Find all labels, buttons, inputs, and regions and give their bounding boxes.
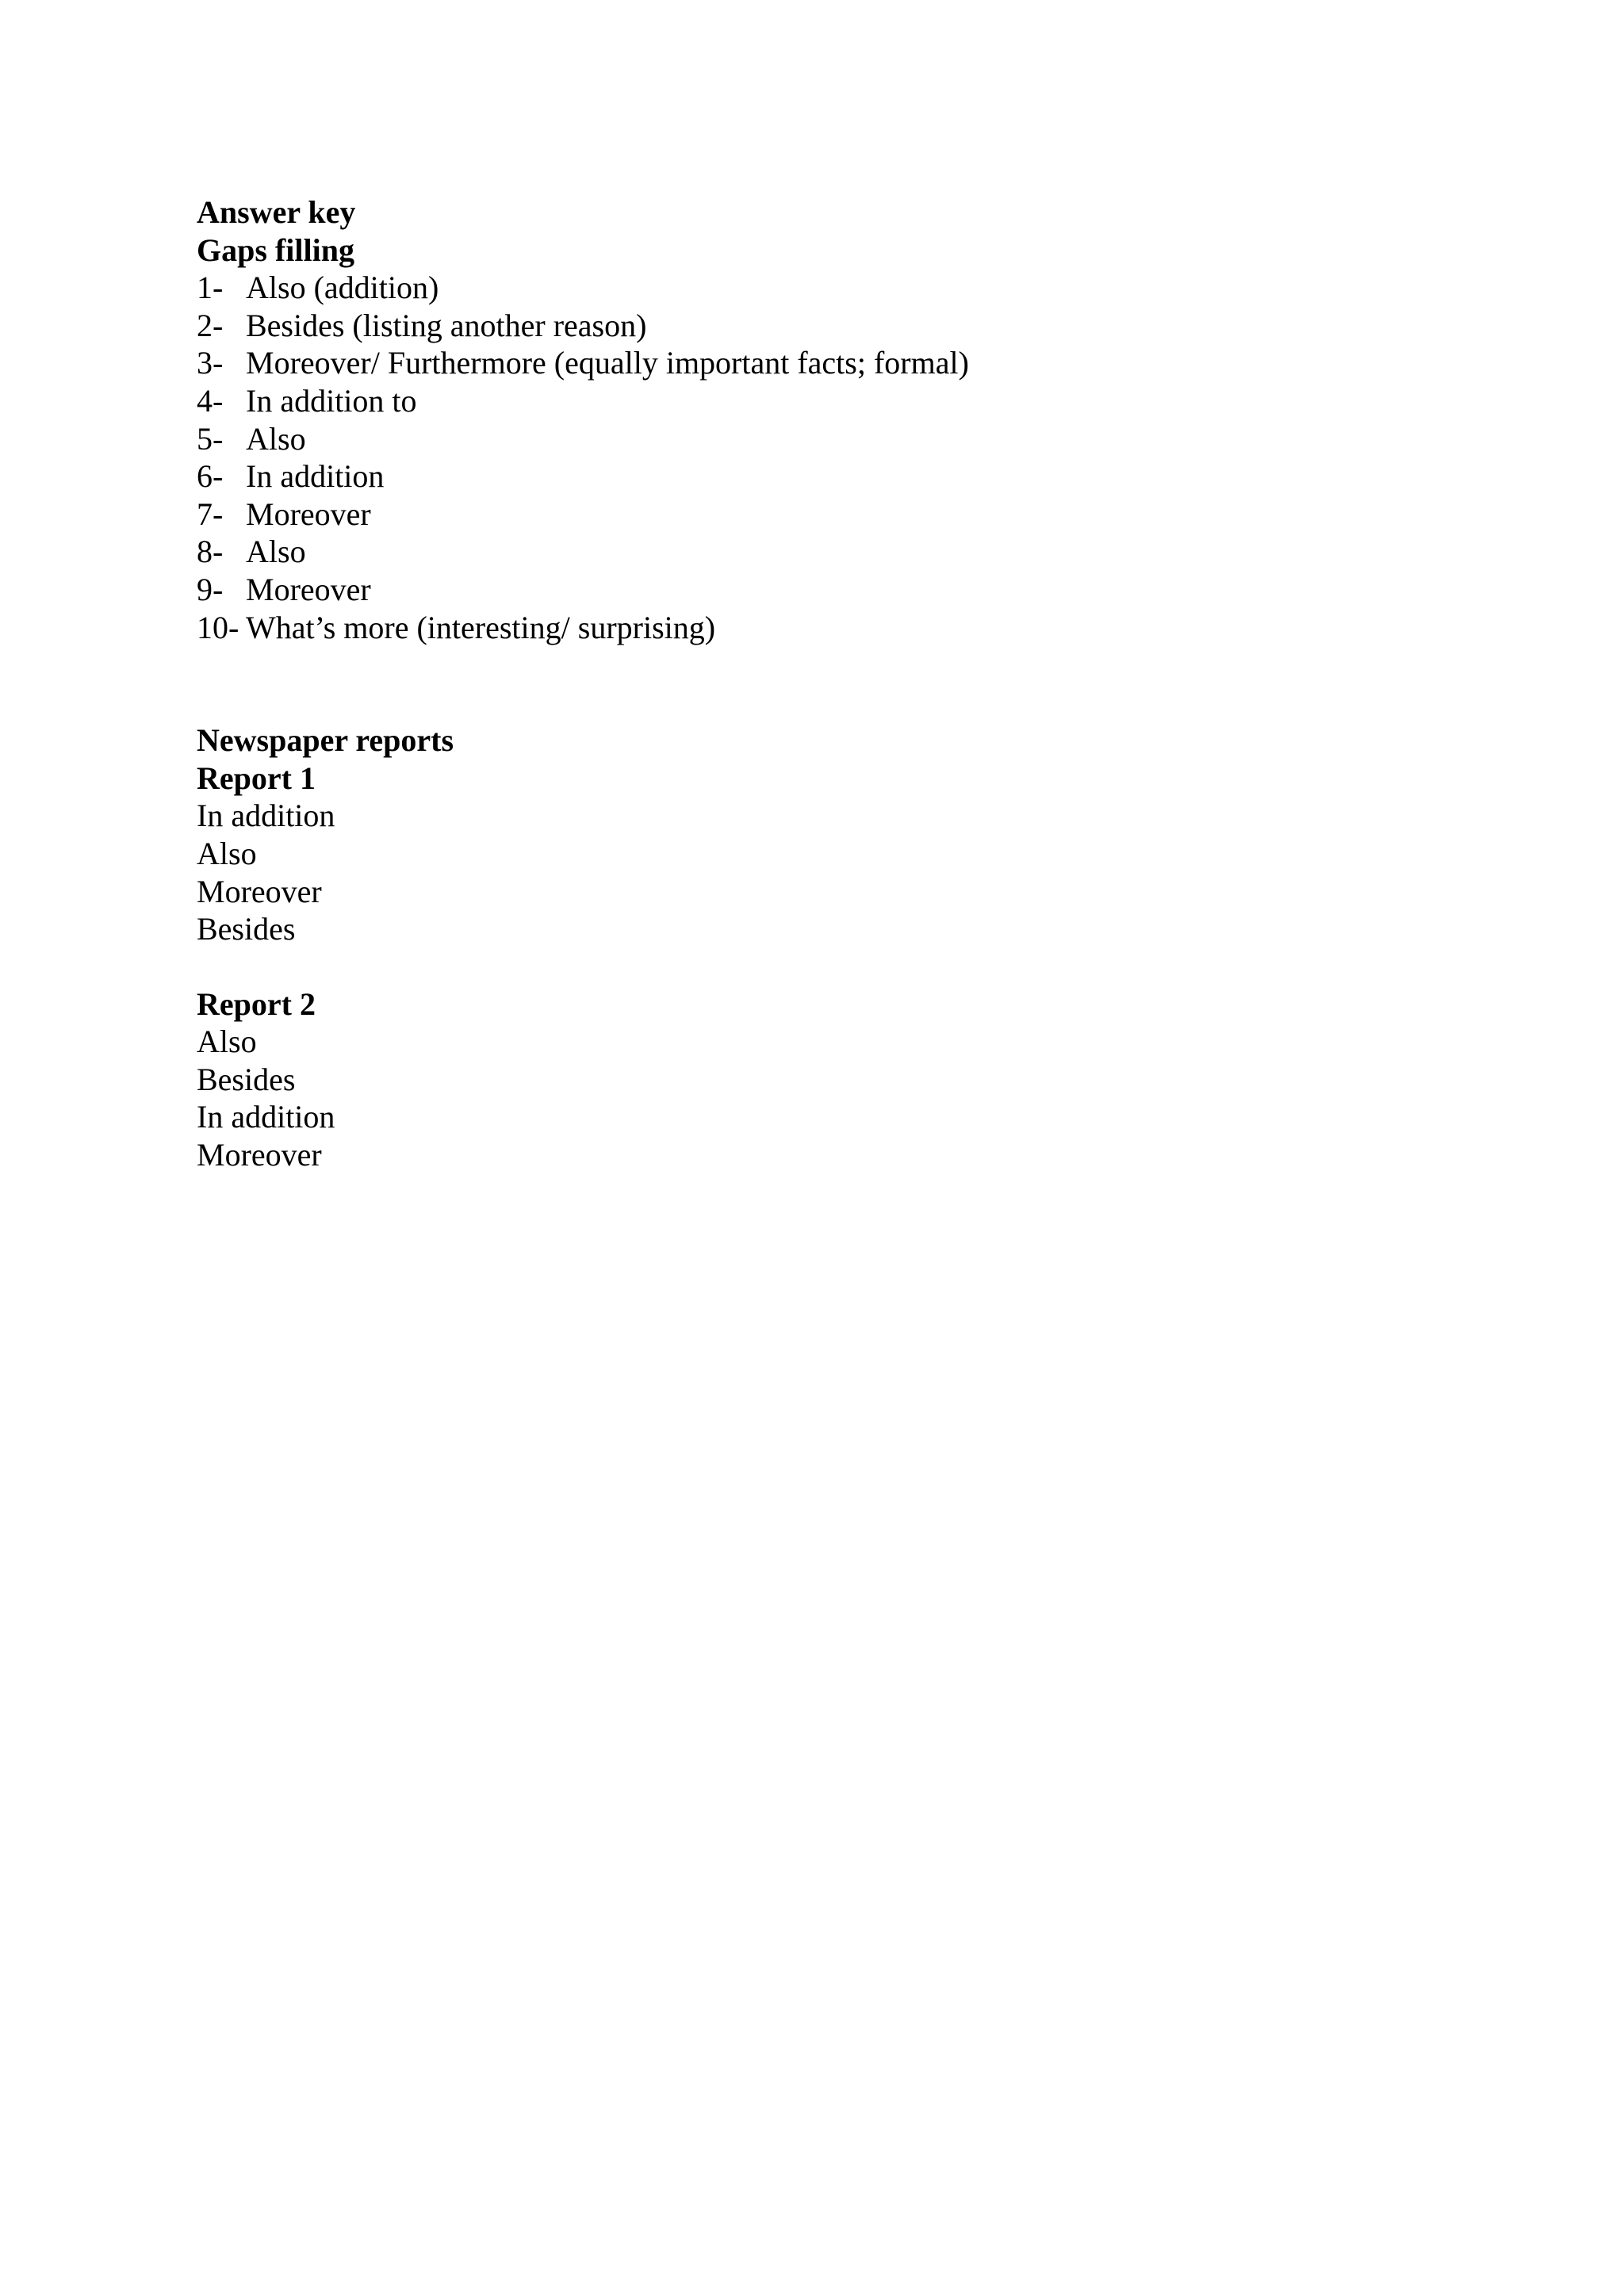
item-text: Moreover xyxy=(246,571,371,607)
item-text: Also xyxy=(246,534,306,570)
list-item: Moreover xyxy=(197,873,322,909)
list-item xyxy=(197,420,1434,458)
item-number: 6- xyxy=(197,458,224,495)
list-item: Also xyxy=(197,835,257,871)
list-item xyxy=(197,382,1434,420)
list-item xyxy=(197,609,1434,647)
list-item xyxy=(197,307,1434,345)
list-item xyxy=(197,457,1434,496)
item-number: 7- xyxy=(197,496,224,532)
list-item: In addition xyxy=(197,798,335,834)
section-spacer xyxy=(197,948,1434,985)
list-item xyxy=(197,496,1434,534)
item-number: 8- xyxy=(197,534,224,570)
list-item: Besides xyxy=(197,1061,296,1097)
report-1-heading: Report 1 xyxy=(197,760,316,796)
item-number: 3- xyxy=(197,345,224,381)
item-text: Besides (listing another reason) xyxy=(246,307,647,343)
item-text: In addition to xyxy=(246,382,417,419)
list-item xyxy=(197,269,1434,307)
list-item: In addition xyxy=(197,1099,335,1135)
item-text: Also xyxy=(246,420,306,457)
item-number: 1- xyxy=(197,270,224,306)
document-content xyxy=(197,193,1434,1174)
item-text: Moreover xyxy=(246,496,371,532)
gaps-filling-heading: Gaps filling xyxy=(197,232,354,268)
list-item: Besides xyxy=(197,911,296,947)
list-item xyxy=(197,571,1434,609)
gaps-answer-list xyxy=(197,269,1434,646)
list-item xyxy=(197,533,1434,571)
report-2-list xyxy=(197,1023,1434,1173)
item-text: Moreover/ Furthermore (equally important facts; formal) xyxy=(246,345,969,381)
item-number: 9- xyxy=(197,571,224,607)
item-number: 4- xyxy=(197,382,224,419)
item-text: In addition xyxy=(246,458,385,495)
item-text: Also (addition) xyxy=(246,270,439,306)
section-spacer xyxy=(197,646,1434,721)
item-number: 2- xyxy=(197,307,224,343)
report-2-heading: Report 2 xyxy=(197,985,316,1022)
report-1-list xyxy=(197,797,1434,947)
list-item: Moreover xyxy=(197,1137,322,1173)
document-title: Answer key xyxy=(197,194,356,230)
item-number: 10- xyxy=(197,609,239,645)
item-number: 5- xyxy=(197,420,224,457)
list-item xyxy=(197,344,1434,382)
list-item: Also xyxy=(197,1024,257,1060)
newspaper-reports-heading: Newspaper reports xyxy=(197,722,454,759)
item-text: What’s more (interesting/ surprising) xyxy=(246,609,716,645)
